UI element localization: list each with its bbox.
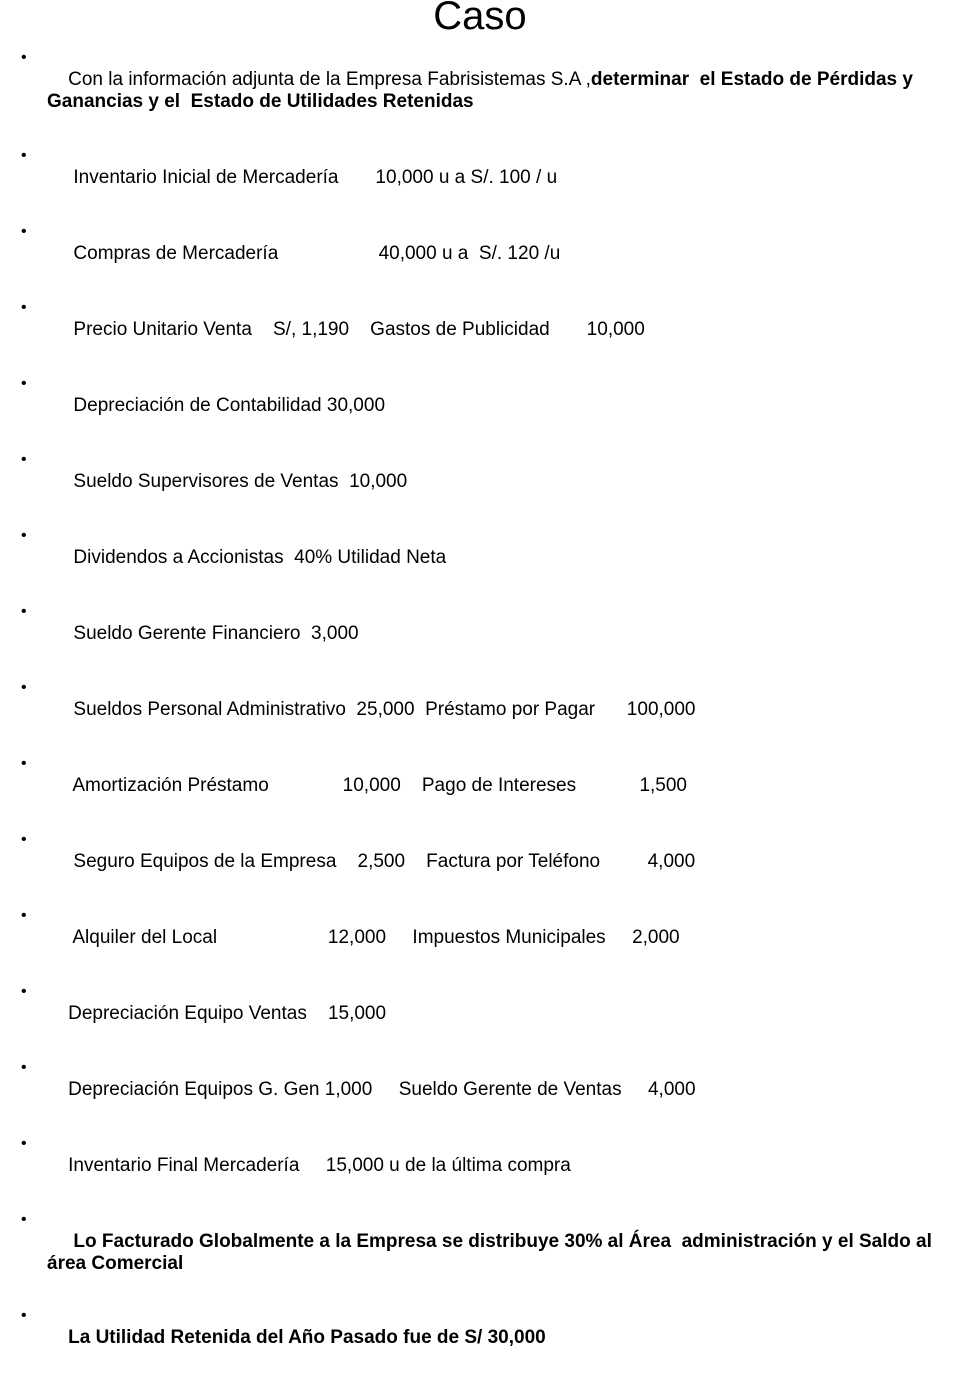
slide-title: Caso: [433, 0, 527, 38]
bullet-dot: •: [21, 49, 27, 66]
bullet-text: Depreciación Equipos G. Gen 1,000 Sueldo Gerente de Ventas 4,000: [68, 1079, 696, 1100]
bullet-bold-text: Lo Facturado Globalmente a la Empresa se distribuye 30% al Área administración y el Saldo al área Comercial: [47, 1231, 938, 1274]
bullet-bold-text: La Utilidad Retenida del Año Pasado fue de S/ 30,000: [68, 1327, 546, 1348]
bullet-item-depreciacion-contabilidad: [0, 373, 960, 439]
intro-normal-text: Con la información adjunta de la Empresa Fabrisistemas S.A ,: [68, 69, 591, 90]
bullet-text: Seguro Equipos de la Empresa 2,500 Factura por Teléfono 4,000: [68, 851, 696, 872]
bullet-dot: •: [21, 1135, 27, 1152]
bullet-text: Dividendos a Accionistas 40% Utilidad Neta: [68, 547, 447, 568]
bullet-item-utilidad-retenida: [0, 1305, 960, 1371]
bullet-dot: •: [21, 375, 27, 392]
bullet-dot: •: [21, 983, 27, 1000]
bullet-list: [0, 47, 960, 1381]
bullet-item-intro: [0, 47, 960, 135]
bullet-item-amortizacion: [0, 753, 960, 819]
bullet-text: Inventario Final Mercadería 15,000 u de la última compra: [68, 1155, 571, 1176]
bullet-dot: •: [21, 679, 27, 696]
bullet-dot: •: [21, 451, 27, 468]
intro-bold-text: determinar el Estado de Pérdidas y Ganancias y el Estado de Utilidades Retenidas: [47, 69, 919, 112]
bullet-item-seguro-equipos: [0, 829, 960, 895]
bullet-item-sueldo-gerente-financiero: [0, 601, 960, 667]
bullet-item-alquiler: [0, 905, 960, 971]
bullet-dot: •: [21, 1211, 27, 1228]
bullet-dot: •: [21, 1307, 27, 1324]
bullet-dot: •: [21, 831, 27, 848]
bullet-dot: •: [21, 603, 27, 620]
bullet-text: Sueldos Personal Administrativo 25,000 Préstamo por Pagar 100,000: [68, 699, 696, 720]
bullet-dot: •: [21, 755, 27, 772]
bullet-text: Depreciación Equipo Ventas 15,000: [68, 1003, 387, 1024]
bullet-text: Sueldo Gerente Financiero 3,000: [68, 623, 359, 644]
bullet-item-inventario-final: [0, 1133, 960, 1199]
bullet-text: Sueldo Supervisores de Ventas 10,000: [68, 471, 408, 492]
bullet-item-facturado: [0, 1209, 960, 1297]
bullet-item-dividendos: [0, 525, 960, 591]
bullet-item-sueldos-administrativo: [0, 677, 960, 743]
bullet-item-sueldo-supervisores: [0, 449, 960, 515]
bullet-dot: •: [21, 527, 27, 544]
bullet-dot: •: [21, 1059, 27, 1076]
bullet-dot: •: [21, 299, 27, 316]
bullet-dot: •: [21, 223, 27, 240]
bullet-dot: •: [21, 147, 27, 164]
bullet-item-inventario-inicial: [0, 145, 960, 211]
bullet-text: Inventario Inicial de Mercadería 10,000 u a S/. 100 / u: [68, 167, 558, 188]
bullet-text: Alquiler del Local 12,000 Impuestos Municipales 2,000: [68, 927, 680, 948]
bullet-text: Compras de Mercadería 40,000 u a S/. 120 /u: [68, 243, 561, 264]
bullet-text: Amortización Préstamo 10,000 Pago de Intereses 1,500: [68, 775, 687, 796]
bullet-item-depreciacion-gen: [0, 1057, 960, 1123]
bullet-item-compras: [0, 221, 960, 287]
bullet-item-depreciacion-ventas: [0, 981, 960, 1047]
bullet-item-precio-venta: [0, 297, 960, 363]
bullet-dot: •: [21, 907, 27, 924]
bullet-text: Precio Unitario Venta S/, 1,190 Gastos de Publicidad 10,000: [68, 319, 645, 340]
bullet-text: Depreciación de Contabilidad 30,000: [68, 395, 386, 416]
